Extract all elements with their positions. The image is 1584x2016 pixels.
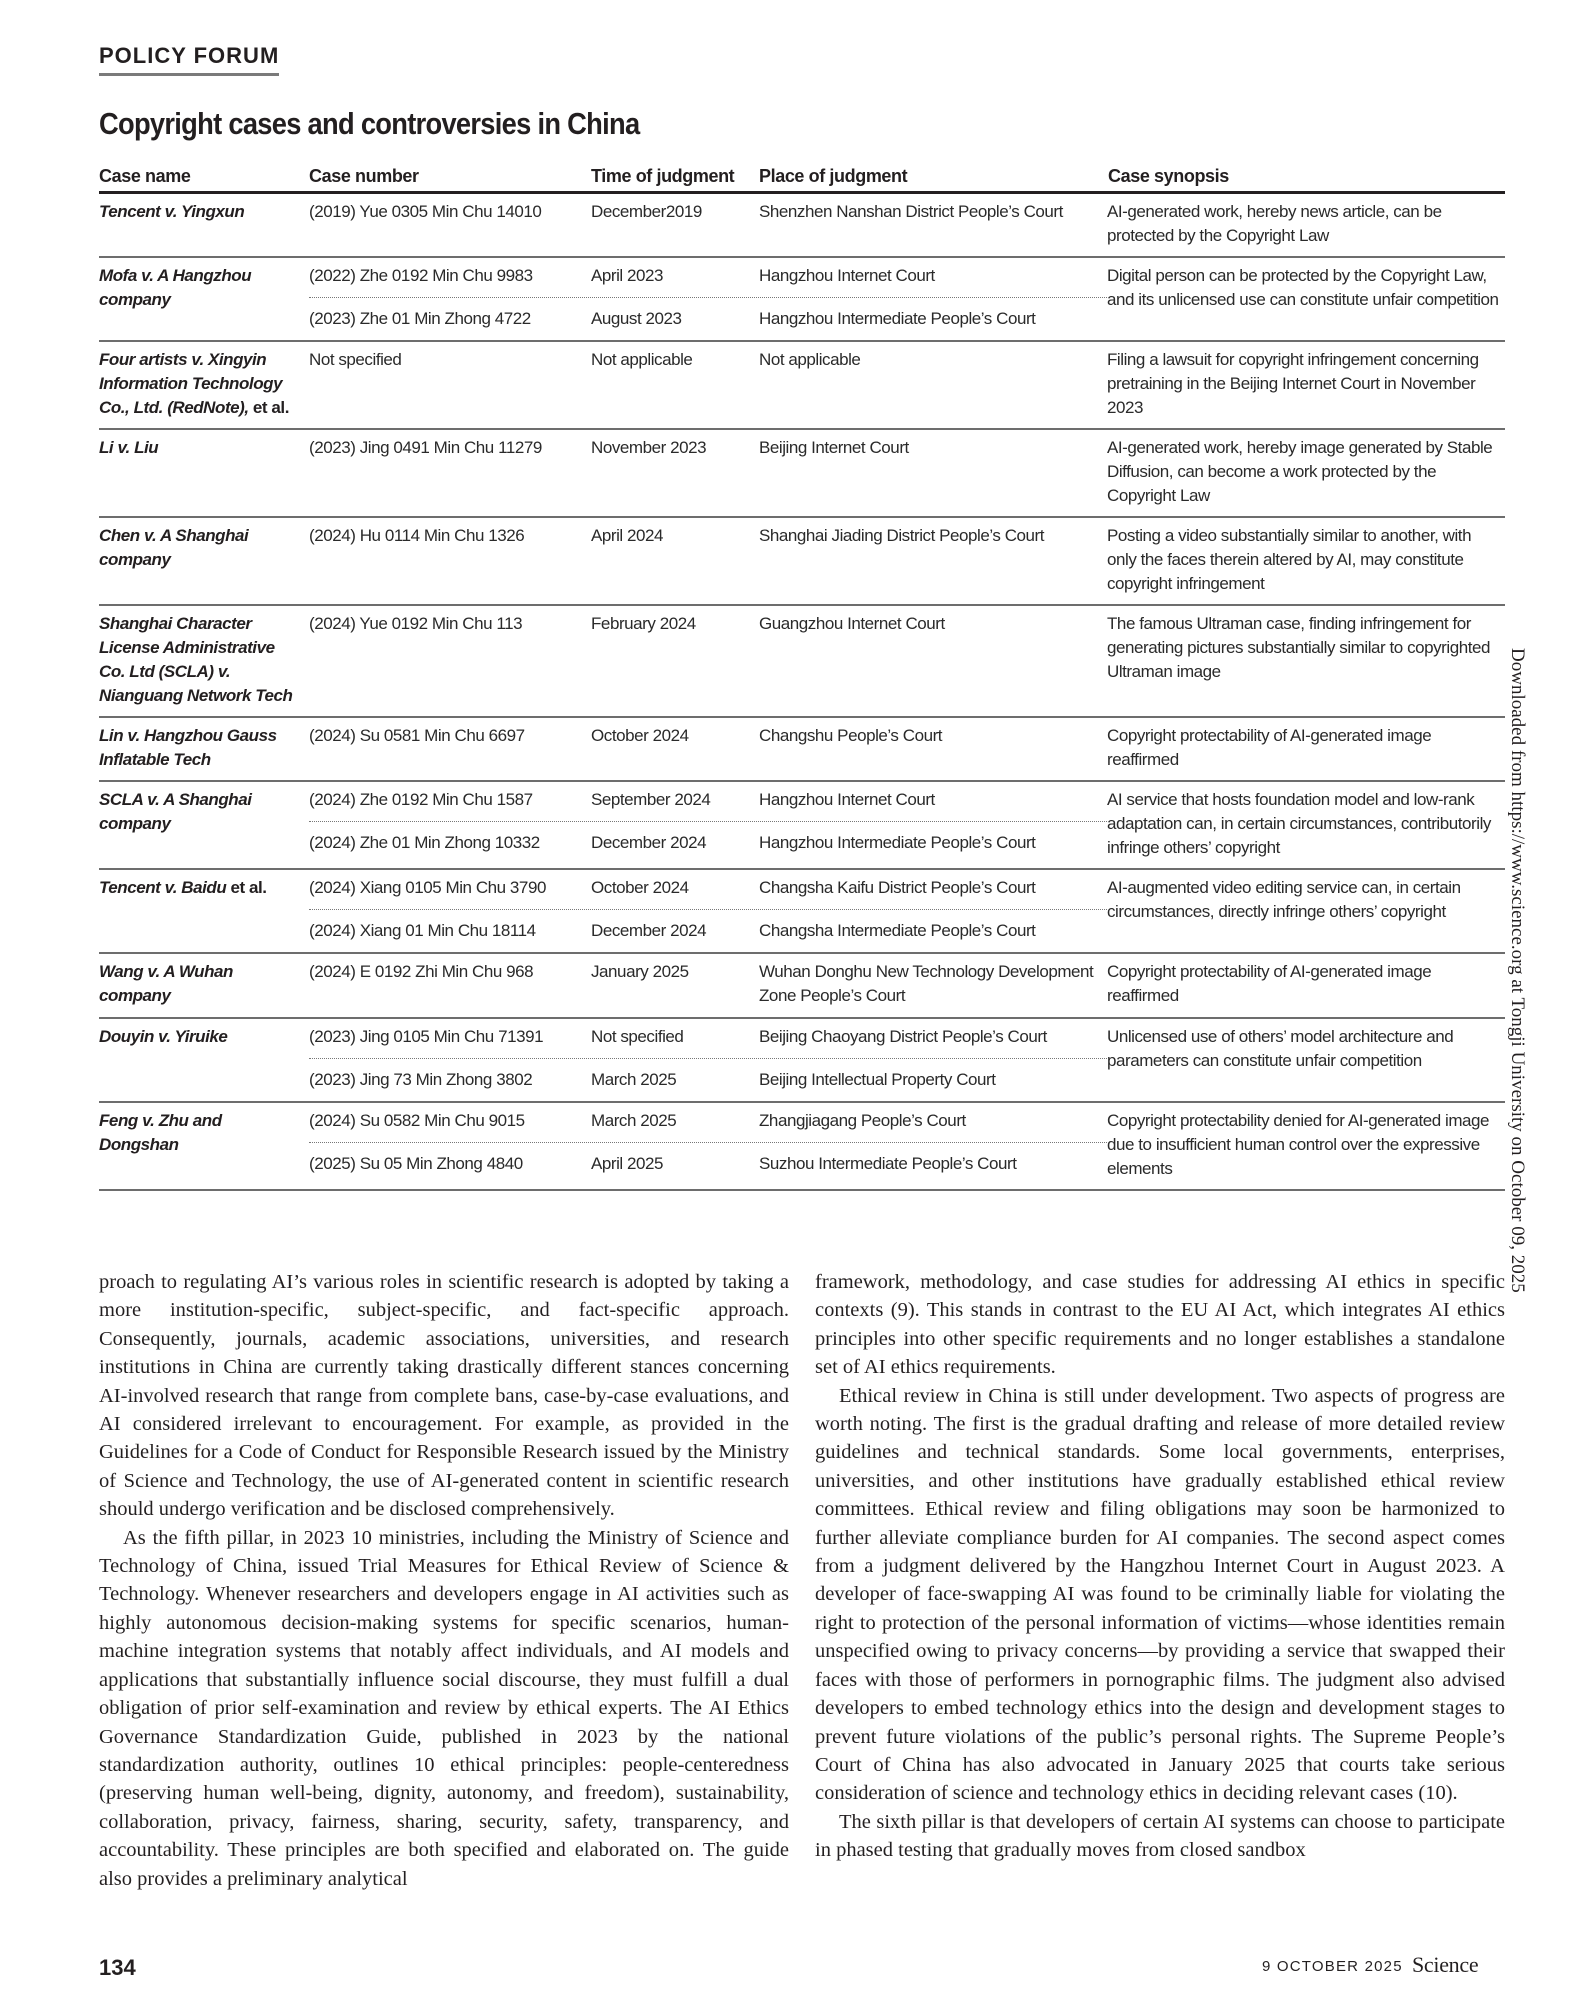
table-title: Copyright cases and controversies in China — [99, 106, 640, 141]
case-name — [99, 1103, 309, 1189]
case-number: (2024) Su 0581 Min Chu 6697 — [309, 726, 525, 745]
column-header-case-number: Case number — [309, 166, 419, 186]
proceeding-row — [309, 718, 1107, 757]
place-of-judgment: Hangzhou Intermediate People’s Court — [759, 309, 1036, 328]
column-header-place: Place of judgment — [759, 166, 908, 186]
time-of-judgment: January 2025 — [591, 962, 689, 981]
proceedings — [309, 258, 1107, 340]
case-name-suffix: et al. — [226, 878, 267, 897]
time-of-judgment: Not specified — [591, 1027, 684, 1046]
proceeding-row — [309, 297, 1107, 340]
table-row — [99, 870, 1505, 954]
case-name — [99, 1019, 309, 1101]
case-name-suffix: et al. — [248, 398, 289, 417]
proceeding-row — [309, 1103, 1107, 1142]
place-of-judgment: Hangzhou Internet Court — [759, 790, 935, 809]
case-number: (2022) Zhe 0192 Min Chu 9983 — [309, 266, 533, 285]
proceeding-row — [309, 1058, 1107, 1101]
place-of-judgment: Zhangjiagang People’s Court — [759, 1111, 966, 1130]
time-of-judgment: April 2025 — [591, 1154, 664, 1173]
place-of-judgment: Wuhan Donghu New Technology Development Zone People’s Court — [759, 962, 1094, 1005]
place-of-judgment: Guangzhou Internet Court — [759, 614, 945, 633]
case-name-text: Shanghai Character License Administrative Co. Ltd (SCLA) v. Nianguang Network Tech — [99, 614, 293, 705]
place-of-judgment: Changsha Kaifu District People’s Court — [759, 878, 1036, 897]
case-name-text: Lin v. Hangzhou Gauss Inflatable Tech — [99, 726, 277, 769]
case-synopsis: Copyright protectability of AI-generated image reaffirmed — [1107, 962, 1432, 1005]
time-of-judgment: April 2024 — [591, 526, 664, 545]
case-number: (2024) Zhe 0192 Min Chu 1587 — [309, 790, 533, 809]
case-name — [99, 606, 309, 716]
proceedings — [309, 518, 1107, 604]
case-number: (2024) E 0192 Zhi Min Chu 968 — [309, 962, 534, 981]
article-paragraph: As the fifth pillar, in 2023 10 ministries, including the Ministry of Science and Technology of China, issued Trial Measures for Ethical Review of Science & Technology. Whenever researchers and developers engage in AI activities such as highly autonomous decision-making systems for specific scenarios, human-machine integration systems that notably affect individuals, and AI models and applications that substantially influence social discourse, they must fulfill a dual obligation of prior self-examination and review by ethical experts. The AI Ethics Governance Standardization Guide, published in 2023 by the national standardization authority, outlines 10 ethical principles: people-centeredness (preserving human well-being, dignity, autonomy, and freedom), sustainability, collaboration, privacy, fairness, sharing, security, safety, transparency, and accountability. These principles are both specified and elaborated on. The guide also provides a preliminary analytical — [99, 1526, 789, 1890]
place-of-judgment: Changsha Intermediate People’s Court — [759, 921, 1036, 940]
time-of-judgment: October 2024 — [591, 726, 689, 745]
article-paragraph: Ethical review in China is still under development. Two aspects of progress are worth noting. The first is the gradual drafting and release of more detailed review guidelines and technical standards. Some local governments, enterprises, universities, and other institutions have gradually established ethical review committees. Ethical review and filing obligations may soon be harmonized to further alleviate compliance burden for AI companies. The second aspect comes from a judgment delivered by the Hangzhou Internet Court in August 2023. A developer of face-swapping AI was found to be criminally liable for violating the right to protection of the personal information of victims—whose identities remain unspecified owing to privacy concerns—by providing a service that swapped their faces with those of performers in pornographic films. The judgment also advised developers to embed technology ethics into the design and development stages to prevent future violations of the public’s personal rights. The Supreme People’s Court of China has also advocated in January 2025 that courts take serious consideration of science and technology ethics in deciding relevant cases (10). — [815, 1384, 1505, 1805]
time-of-judgment: March 2025 — [591, 1070, 677, 1089]
place-of-judgment: Shenzhen Nanshan District People’s Court — [759, 202, 1063, 221]
download-watermark: Downloaded from https://www.science.org at Tongji University on October 09, 2025 — [1507, 648, 1528, 1293]
case-synopsis: The famous Ultraman case, finding infringement for generating pictures substantially similar to copyrighted Ultraman image — [1107, 614, 1491, 681]
time-of-judgment: December2019 — [591, 202, 702, 221]
case-number: (2023) Jing 0105 Min Chu 71391 — [309, 1027, 544, 1046]
proceedings — [309, 194, 1107, 256]
case-name-text: Mofa v. A Hangzhou company — [99, 266, 252, 309]
case-synopsis: Copyright protectability denied for AI-generated image due to insufficient human control over the expressive elements — [1107, 1111, 1490, 1178]
case-number: (2024) Su 0582 Min Chu 9015 — [309, 1111, 525, 1130]
proceedings — [309, 430, 1107, 516]
case-number: (2023) Jing 73 Min Zhong 3802 — [309, 1070, 533, 1089]
case-synopsis: AI service that hosts foundation model and low-rank adaptation can, in certain circumstances, contributorily infringe others’ copyright — [1107, 790, 1491, 857]
table-row — [99, 782, 1505, 870]
case-synopsis: AI-generated work, hereby news article, can be protected by the Copyright Law — [1107, 202, 1442, 245]
table-row — [99, 718, 1505, 782]
case-name-text: Douyin v. Yiruike — [99, 1027, 228, 1046]
proceedings — [309, 718, 1107, 780]
time-of-judgment: September 2024 — [591, 790, 711, 809]
case-name-text: Li v. Liu — [99, 438, 159, 457]
issue-date: 9 OCTOBER 2025 — [1262, 1958, 1403, 1975]
proceedings — [309, 782, 1107, 868]
case-name-text: Feng v. Zhu and Dongshan — [99, 1111, 222, 1154]
case-name — [99, 870, 309, 952]
proceeding-row — [309, 518, 1107, 557]
proceeding-row — [309, 258, 1107, 297]
time-of-judgment: February 2024 — [591, 614, 696, 633]
time-of-judgment: August 2023 — [591, 309, 682, 328]
time-of-judgment: April 2023 — [591, 266, 664, 285]
table-row — [99, 342, 1505, 430]
place-of-judgment: Hangzhou Intermediate People’s Court — [759, 833, 1036, 852]
proceeding-row — [309, 606, 1107, 645]
proceeding-row — [309, 342, 1107, 381]
place-of-judgment: Beijing Internet Court — [759, 438, 909, 457]
table-row — [99, 606, 1505, 718]
case-number: (2024) Hu 0114 Min Chu 1326 — [309, 526, 525, 545]
proceedings — [309, 1019, 1107, 1101]
time-of-judgment: November 2023 — [591, 438, 707, 457]
case-name — [99, 782, 309, 868]
case-number: (2023) Zhe 01 Min Zhong 4722 — [309, 309, 531, 328]
proceeding-row — [309, 821, 1107, 864]
case-synopsis: Copyright protectability of AI-generated image reaffirmed — [1107, 726, 1432, 769]
case-synopsis: Unlicensed use of others’ model architecture and parameters can constitute unfair competition — [1107, 1027, 1454, 1070]
case-name-text: Tencent v. Yingxun — [99, 202, 245, 221]
time-of-judgment: December 2024 — [591, 921, 707, 940]
proceedings — [309, 954, 1107, 1017]
case-name-text: Tencent v. Baidu — [99, 878, 227, 897]
column-header-synopsis: Case synopsis — [1108, 166, 1229, 186]
case-number: (2023) Jing 0491 Min Chu 11279 — [309, 438, 542, 457]
case-synopsis: AI-generated work, hereby image generated by Stable Diffusion, can become a work protected by the Copyright Law — [1107, 438, 1493, 505]
place-of-judgment: Beijing Chaoyang District People’s Court — [759, 1027, 1047, 1046]
place-of-judgment: Hangzhou Internet Court — [759, 266, 935, 285]
proceedings — [309, 342, 1107, 428]
place-of-judgment: Shanghai Jiading District People’s Court — [759, 526, 1045, 545]
journal-logo: Science — [1412, 1952, 1479, 1977]
column-header-time: Time of judgment — [591, 166, 735, 186]
proceeding-row — [309, 954, 1107, 1017]
table-row — [99, 518, 1505, 606]
page-number: 134 — [99, 1955, 136, 1980]
case-name — [99, 718, 309, 780]
case-name — [99, 194, 309, 256]
case-name — [99, 954, 309, 1017]
table-body — [99, 194, 1505, 1191]
proceeding-row — [309, 870, 1107, 909]
case-number: (2024) Zhe 01 Min Zhong 10332 — [309, 833, 540, 852]
case-name-text: Chen v. A Shanghai company — [99, 526, 249, 569]
proceeding-row — [309, 909, 1107, 952]
proceeding-row — [309, 1019, 1107, 1058]
article-column-left — [99, 1268, 789, 1893]
table-row — [99, 954, 1505, 1019]
case-name — [99, 518, 309, 604]
case-name — [99, 430, 309, 516]
time-of-judgment: March 2025 — [591, 1111, 677, 1130]
section-label: POLICY FORUM — [99, 43, 279, 76]
proceedings — [309, 1103, 1107, 1189]
time-of-judgment: October 2024 — [591, 878, 689, 897]
table-row — [99, 194, 1505, 258]
case-name-text: Four artists v. Xingyin Information Technology Co., Ltd. (RedNote), — [99, 350, 283, 417]
table-row — [99, 258, 1505, 342]
proceeding-row — [309, 430, 1107, 469]
case-number: (2024) Xiang 01 Min Chu 18114 — [309, 921, 536, 940]
time-of-judgment: Not applicable — [591, 350, 693, 369]
case-synopsis: Digital person can be protected by the Copyright Law, and its unlicensed use can constitute unfair competition — [1107, 266, 1499, 309]
table-row — [99, 1103, 1505, 1191]
place-of-judgment: Changshu People’s Court — [759, 726, 943, 745]
proceedings — [309, 606, 1107, 716]
copyright-cases-table — [99, 166, 1505, 1191]
case-number: Not specified — [309, 350, 402, 369]
table-header — [99, 166, 1505, 194]
place-of-judgment: Not applicable — [759, 350, 861, 369]
case-number: (2024) Yue 0192 Min Chu 113 — [309, 614, 523, 633]
proceeding-row — [309, 782, 1107, 821]
place-of-judgment: Suzhou Intermediate People’s Court — [759, 1154, 1017, 1173]
case-number: (2025) Su 05 Min Zhong 4840 — [309, 1154, 523, 1173]
article-column-right — [815, 1268, 1505, 1893]
article-paragraph: framework, methodology, and case studies for addressing AI ethics in specific contexts (9). This stands in contrast to the EU AI Act, which integrates AI ethics principles into other specific requirements and no longer establishes a standalone set of AI ethics requirements. — [815, 1271, 1505, 1379]
case-name-text: SCLA v. A Shanghai company — [99, 790, 252, 833]
article-body — [99, 1268, 1505, 1893]
table-row — [99, 1019, 1505, 1103]
case-number: (2024) Xiang 0105 Min Chu 3790 — [309, 878, 546, 897]
proceeding-row — [309, 194, 1107, 233]
case-name — [99, 342, 309, 428]
case-name-text: Wang v. A Wuhan company — [99, 962, 233, 1005]
article-paragraph: The sixth pillar is that developers of certain AI systems can choose to participate in phased testing that gradually moves from closed sandbox — [815, 1810, 1505, 1862]
case-synopsis: Filing a lawsuit for copyright infringement concerning pretraining in the Beijing Internet Court in November 2023 — [1107, 350, 1479, 417]
article-paragraph: proach to regulating AI’s various roles in scientific research is adopted by taking a more institution-specific, subject-specific, and fact-specific approach. Consequently, journals, academic associations, universities, and research institutions in China are currently taking drastically different stances concerning AI-involved research that range from complete bans, case-by-case evaluations, and AI considered irrelevant to encouragement. For example, as provided in the Guidelines for a Code of Conduct for Responsible Research issued by the Ministry of Science and Technology, the use of AI-generated content in scientific research should undergo verification and be disclosed comprehensively. — [99, 1271, 789, 1521]
case-name — [99, 258, 309, 340]
proceeding-row — [309, 1142, 1107, 1185]
case-synopsis: AI-augmented video editing service can, in certain circumstances, directly infringe others’ copyright — [1107, 878, 1461, 921]
case-number: (2019) Yue 0305 Min Chu 14010 — [309, 202, 542, 221]
column-header-case-name: Case name — [99, 166, 191, 186]
table-row — [99, 430, 1505, 518]
proceedings — [309, 870, 1107, 952]
case-synopsis: Posting a video substantially similar to another, with only the faces therein altered by AI, may constitute copyright infringement — [1107, 526, 1472, 593]
place-of-judgment: Beijing Intellectual Property Court — [759, 1070, 996, 1089]
time-of-judgment: December 2024 — [591, 833, 707, 852]
